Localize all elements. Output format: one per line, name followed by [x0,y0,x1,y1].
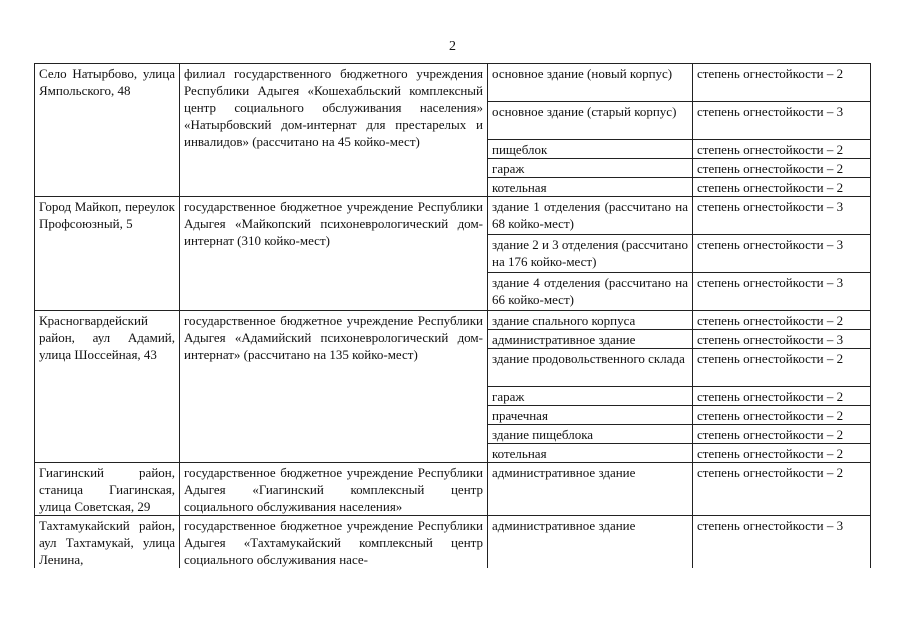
building-cell: здание 2 и 3 отделения (рассчитано на 176 койко-мест) [488,235,693,273]
building-cell: здание продовольственного склада [488,349,693,387]
fire-resistance-cell: степень огнестойкости – 3 [693,516,871,569]
building-cell: здание спального корпуса [488,311,693,330]
building-cell: котельная [488,444,693,463]
fire-resistance-cell: степень огнестойкости – 3 [693,235,871,273]
building-cell: котельная [488,178,693,197]
fire-resistance-cell: степень огнестойкости – 2 [693,387,871,406]
fire-resistance-cell: степень огнестойкости – 2 [693,140,871,159]
table-row [35,516,871,569]
building-cell: здание 1 отделения (рассчитано на 68 койко-мест) [488,197,693,235]
location-cell: Село Натырбово, улица Ямпольского, 48 [35,64,180,197]
table-row [35,311,871,330]
building-cell: основное здание (старый корпус) [488,102,693,140]
building-cell: административное здание [488,516,693,569]
fire-resistance-cell: степень огнестойкости – 2 [693,159,871,178]
building-cell: административное здание [488,330,693,349]
table-row [35,463,871,516]
fire-resistance-cell: степень огнестойкости – 3 [693,102,871,140]
fire-resistance-cell: степень огнестойкости – 2 [693,425,871,444]
fire-resistance-cell: степень огнестойкости – 3 [693,330,871,349]
fire-resistance-cell: степень огнестойкости – 3 [693,197,871,235]
fire-resistance-cell: степень огнестойкости – 2 [693,444,871,463]
institution-cell: государственное бюджетное учреждение Республики Адыгея «Тахтамукайский комплексный центр социального обслуживания насе- [180,516,488,569]
fire-resistance-cell: степень огнестойкости – 2 [693,178,871,197]
page-number: 2 [449,39,456,54]
building-cell: гараж [488,159,693,178]
building-cell: гараж [488,387,693,406]
fire-resistance-cell: степень огнестойкости – 2 [693,349,871,387]
building-cell: прачечная [488,406,693,425]
table-row [35,64,871,102]
building-cell: основное здание (новый корпус) [488,64,693,102]
institution-cell: государственное бюджетное учреждение Республики Адыгея «Майкопский психоневрологический дом-интернат (310 койко-мест) [180,197,488,311]
institution-cell: государственное бюджетное учреждение Республики Адыгея «Гиагинский комплексный центр социального обслуживания населения» [180,463,488,516]
location-cell: Город Майкоп, переулок Профсоюзный, 5 [35,197,180,311]
institution-cell: филиал государственного бюджетного учреждения Республики Адыгея «Кошехабльский комплексный центр социального обслуживания населения» «Натырбовский дом-интернат для престарелых и инвалидов» (рассчитано на 45 койко-мест) [180,64,488,197]
fire-resistance-cell: степень огнестойкости – 2 [693,406,871,425]
location-cell: Тахтамукайский район, аул Тахтамукай, улица Ленина, [35,516,180,569]
institution-cell: государственное бюджетное учреждение Республики Адыгея «Адамийский психоневрологический дом-интернат» (рассчитано на 135 койко-мест) [180,311,488,463]
building-cell: здание 4 отделения (рассчитано на 66 койко-мест) [488,273,693,311]
table-row [35,197,871,235]
location-cell: Красногвардейский район, аул Адамий, улица Шоссейная, 43 [35,311,180,463]
fire-resistance-cell: степень огнестойкости – 2 [693,463,871,516]
fire-resistance-cell: степень огнестойкости – 2 [693,311,871,330]
location-cell: Гиагинский район, станица Гиагинская, улица Советская, 29 [35,463,180,516]
facilities-table [34,63,871,568]
building-cell: здание пищеблока [488,425,693,444]
fire-resistance-cell: степень огнестойкости – 3 [693,273,871,311]
fire-resistance-cell: степень огнестойкости – 2 [693,64,871,102]
building-cell: административное здание [488,463,693,516]
building-cell: пищеблок [488,140,693,159]
